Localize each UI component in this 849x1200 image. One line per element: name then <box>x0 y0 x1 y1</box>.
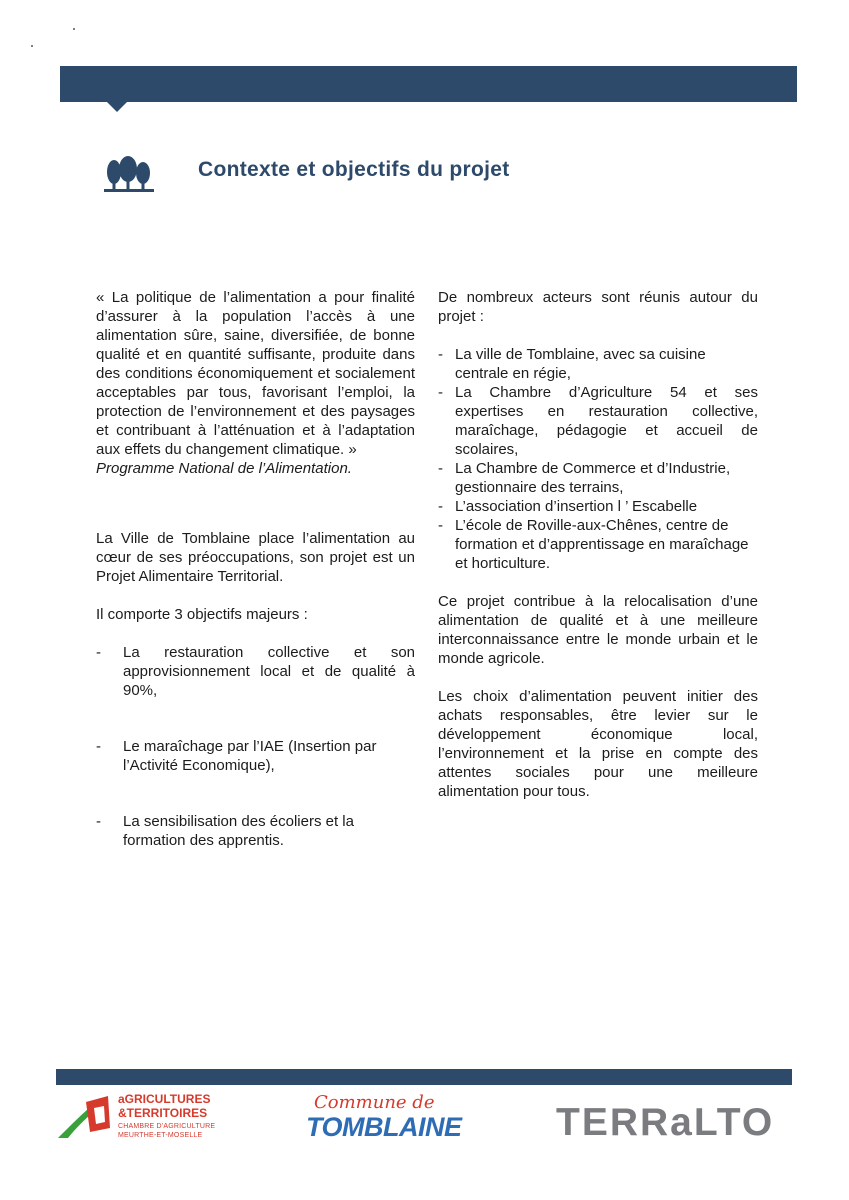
actor-text: L’école de Roville-aux-Chênes, centre de formation et d’apprentissage en maraîchage et horticulture. <box>455 517 749 572</box>
chambre-logo-line1: aGRICULTURES <box>118 1092 211 1106</box>
terralto-logo: TERRaLTO <box>556 1101 775 1144</box>
footer-band <box>56 1069 792 1085</box>
chambre-logo-line3: CHAMBRE D'AGRICULTURE <box>118 1123 216 1130</box>
dash-bullet: - <box>96 813 101 830</box>
actor-item <box>438 497 758 516</box>
actors-intro: De nombreux acteurs sont réunis autour du projet : <box>438 289 758 325</box>
choices-paragraph: Les choix d’alimentation peuvent initier des achats responsables, être levier sur le développement économique local, l’environnement et la prise en compte des attentes sociales pour une meilleure alimentation pour tous. <box>438 688 758 800</box>
objective-text: La restauration collective et son approvisionnement local et de qualité à 90%, <box>123 644 415 699</box>
tomblaine-logo-name: TOMBLAINE <box>306 1112 462 1142</box>
quote-source: Programme National de l’Alimentation. <box>96 460 352 477</box>
actor-text: L’association d’insertion l ’ Escabelle <box>455 498 698 515</box>
quote-paragraph <box>96 288 415 478</box>
actor-item <box>438 459 758 497</box>
chambre-logo-mark-icon <box>56 1092 112 1142</box>
dash-bullet: - <box>438 517 443 534</box>
quote-text: « La politique de l’alimentation a pour finalité d’assurer à la population l’accès à une alimentation sûre, saine, diversifiée, de bonne qualité et en quantité suffisante, produite dans des conditions économiquement et socialement acceptables par tous, favorisant l’emploi, la protection de l’environnement et des paysages et contribuant à l’atténuation et à l’adaptation aux effets du changement climatique. » <box>96 289 415 458</box>
intro-paragraph: La Ville de Tomblaine place l’alimentation au cœur de ses préoccupations, son projet est un Projet Alimentaire Territorial. <box>96 530 415 585</box>
chambre-logo-line4: MEURTHE-ET-MOSELLE <box>118 1132 203 1139</box>
tomblaine-logo <box>306 1088 476 1148</box>
dash-bullet: - <box>438 346 443 363</box>
objective-item <box>96 737 415 775</box>
actor-item <box>438 345 758 383</box>
actor-item <box>438 516 758 573</box>
chambre-logo-line2: &TERRITOIRES <box>118 1106 208 1120</box>
trees-icon <box>104 156 156 192</box>
objective-text: Le maraîchage par l’IAE (Insertion par l’Activité Economique), <box>123 738 377 774</box>
scan-speck <box>73 28 75 30</box>
right-column <box>438 288 758 801</box>
scan-speck <box>31 45 33 47</box>
tomblaine-logo-commune: Commune de <box>314 1092 435 1113</box>
chambre-agriculture-logo <box>56 1088 216 1148</box>
objective-item <box>96 812 415 850</box>
actors-list <box>438 345 758 573</box>
dash-bullet: - <box>438 498 443 515</box>
dash-bullet: - <box>96 738 101 755</box>
dash-bullet: - <box>438 384 443 401</box>
header-band-notch <box>106 101 128 112</box>
relocalisation-paragraph: Ce projet contribue à la relocalisation d’une alimentation de qualité et à une meilleure interconnaissance entre le monde urbain et le monde agricole. <box>438 593 758 667</box>
actor-item <box>438 383 758 459</box>
section-title: Contexte et objectifs du projet <box>198 158 510 181</box>
dash-bullet: - <box>438 460 443 477</box>
actor-text: La ville de Tomblaine, avec sa cuisine centrale en régie, <box>455 346 706 382</box>
objective-item <box>96 643 415 700</box>
header-band <box>60 66 797 102</box>
objective-text: La sensibilisation des écoliers et la formation des apprentis. <box>123 813 354 849</box>
actor-text: La Chambre d’Agriculture 54 et ses expertises en restauration collective, maraîchage, pédagogie et accueil de scolaires, <box>455 384 758 458</box>
objectives-intro: Il comporte 3 objectifs majeurs : <box>96 606 308 623</box>
actor-text: La Chambre de Commerce et d’Industrie, gestionnaire des terrains, <box>455 460 731 496</box>
left-column <box>96 288 415 850</box>
dash-bullet: - <box>96 644 101 661</box>
